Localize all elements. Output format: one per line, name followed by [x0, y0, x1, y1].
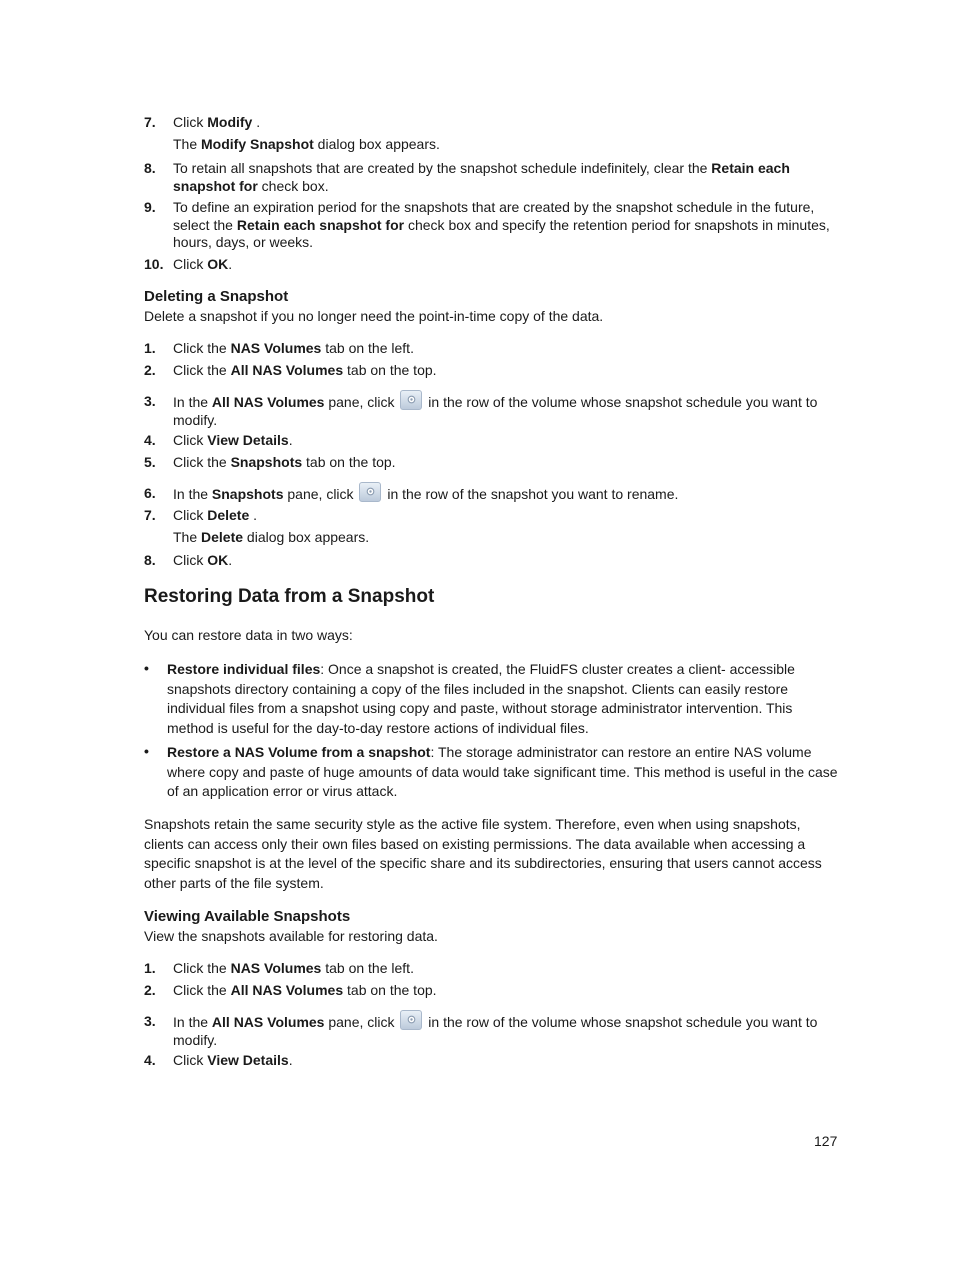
text-run: The: [173, 136, 202, 152]
step-number: 7.: [144, 507, 156, 523]
step-number: 1.: [144, 340, 156, 356]
text-run: : The storage administrator can restore an entire NAS volume where copy and paste of huge amounts of data would take significant time. This method is useful in the case of an application error or virus attack.: [167, 744, 838, 799]
step-text: [173, 1052, 838, 1070]
text-run: in the row of the snapshot you want to rename.: [383, 486, 679, 502]
bold-term: Restore a NAS Volume from a snapshot: [167, 744, 431, 760]
bold-term: Retain each snapshot for: [236, 216, 405, 233]
bold-term: View Details: [207, 432, 289, 448]
step-text: [173, 362, 838, 380]
text-run: The: [173, 529, 202, 545]
bold-term: Delete: [207, 507, 250, 523]
text-run: Click: [173, 114, 208, 130]
bullet-marker: •: [144, 660, 149, 676]
bold-term: View Details: [207, 1052, 289, 1068]
bold-term: OK: [207, 256, 229, 272]
text-run: dialog box appears.: [313, 136, 440, 152]
restoring-closing-paragraph: Snapshots retain the same security style as the active file system. Therefore, even when using snapshots, clients can access only their own files based on existing permissions. The data available when accessing a specific snapshot is at the level of the specific share and its subdirectories, ensuring that users cannot access other parts of the file system.: [144, 816, 822, 891]
text-run: .: [228, 552, 233, 568]
text-run: Click: [173, 552, 208, 568]
section-heading-viewing: Viewing Available Snapshots: [144, 908, 351, 925]
text-run: Click: [173, 1052, 208, 1068]
step-text: [173, 199, 838, 252]
step-number: 5.: [144, 454, 156, 470]
step-number: 9.: [144, 199, 156, 215]
step-text: [173, 982, 838, 1000]
bold-term: All NAS Volumes: [211, 1014, 325, 1030]
bold-term: NAS Volumes: [230, 960, 322, 976]
text-run: in the row of the volume whose snapshot schedule you want to modify.: [173, 1014, 818, 1048]
text-run: To retain all snapshots that are created by the snapshot schedule indefinitely, clear the: [173, 160, 712, 176]
step-number: 8.: [144, 160, 156, 176]
text-run: Click: [173, 256, 208, 272]
text-run: dialog box appears.: [243, 529, 370, 545]
text-run: : Once a snapshot is created, the FluidFS cluster creates a client- accessible snapshots directory containing a copy of the files included in the snapshot. Clients can easily restore individual files from a snapshot using copy and paste, without storage administrator intervention. This method is useful for the day-to-day restore actions of individual files.: [167, 661, 795, 736]
text-run: .: [249, 507, 258, 523]
bold-term: OK: [207, 552, 229, 568]
text-run: pane, click: [283, 486, 358, 502]
step-text: [173, 340, 838, 358]
step-number: 4.: [144, 1052, 156, 1068]
step-text: [173, 529, 838, 547]
text-run: Click the: [173, 340, 231, 356]
text-run: In the: [173, 394, 212, 410]
bold-term: Restore individual files: [167, 661, 321, 677]
step-text: [173, 432, 838, 450]
step-number: 10.: [144, 256, 164, 272]
section-heading-deleting: Deleting a Snapshot: [144, 288, 289, 305]
text-run: tab on the top.: [343, 982, 437, 998]
page-number: 127: [814, 1133, 838, 1149]
step-number: 1.: [144, 960, 156, 976]
text-run: tab on the left.: [321, 960, 414, 976]
text-run: Click the: [173, 362, 231, 378]
step-text: [173, 1010, 838, 1049]
text-run: Click: [173, 507, 208, 523]
step-text: [173, 454, 838, 472]
step-number: 3.: [144, 393, 156, 409]
settings-icon: [400, 1010, 422, 1030]
step-text: [173, 507, 838, 525]
bold-term: Snapshots: [230, 454, 303, 470]
text-run: check box and specify the retention period for snapshots in minutes, hours, days, or weeks.: [173, 216, 830, 250]
bullet-text: [167, 743, 839, 802]
bold-term: All NAS Volumes: [230, 362, 344, 378]
text-run: To define an expiration period for the snapshots that are created by the snapshot schedule in the future, select the: [173, 199, 815, 233]
section-intro: Delete a snapshot if you no longer need the point-in-time copy of the data.: [144, 308, 604, 324]
section-heading-restoring: Restoring Data from a Snapshot: [144, 586, 435, 607]
bold-term: Modify: [207, 114, 253, 130]
text-run: .: [288, 1052, 293, 1068]
step-number: 8.: [144, 552, 156, 568]
text-run: .: [288, 432, 293, 448]
step-number: 4.: [144, 432, 156, 448]
text-run: .: [252, 114, 261, 130]
bullet-marker: •: [144, 743, 149, 759]
text-run: pane, click: [324, 394, 399, 410]
step-number: 2.: [144, 362, 156, 378]
step-text: [173, 482, 838, 504]
section-intro: View the snapshots available for restoring data.: [144, 928, 438, 944]
step-number: 6.: [144, 485, 156, 501]
text-run: tab on the left.: [321, 340, 414, 356]
step-text: [173, 160, 838, 195]
text-run: In the: [173, 1014, 212, 1030]
section-intro: You can restore data in two ways:: [144, 627, 353, 643]
step-text: [173, 960, 838, 978]
step-text: [173, 552, 838, 570]
step-text: [173, 114, 838, 132]
bold-term: Modify Snapshot: [201, 136, 314, 152]
step-text: [173, 136, 838, 154]
text-run: in the row of the volume whose snapshot schedule you want to modify.: [173, 394, 818, 428]
step-number: 3.: [144, 1013, 156, 1029]
step-text: [173, 256, 838, 274]
text-run: tab on the top.: [343, 362, 437, 378]
text-run: Click the: [173, 454, 231, 470]
settings-icon: [400, 390, 422, 410]
bold-term: All NAS Volumes: [230, 982, 344, 998]
bullet-text: [167, 660, 839, 738]
text-run: In the: [173, 486, 212, 502]
bold-term: Delete: [201, 529, 244, 545]
text-run: tab on the top.: [302, 454, 396, 470]
text-run: check box.: [257, 177, 329, 194]
bold-term: All NAS Volumes: [211, 394, 325, 410]
text-run: Click: [173, 432, 208, 448]
text-run: Click the: [173, 982, 231, 998]
text-run: pane, click: [324, 1014, 399, 1030]
text-run: .: [228, 256, 233, 272]
bold-term: NAS Volumes: [230, 340, 322, 356]
text-run: Click the: [173, 960, 231, 976]
settings-icon: [359, 482, 381, 502]
step-number: 7.: [144, 114, 156, 130]
step-number: 2.: [144, 982, 156, 998]
step-text: [173, 390, 838, 429]
bold-term: Snapshots: [211, 486, 284, 502]
bold-term: Retain each snapshot for: [173, 160, 790, 194]
